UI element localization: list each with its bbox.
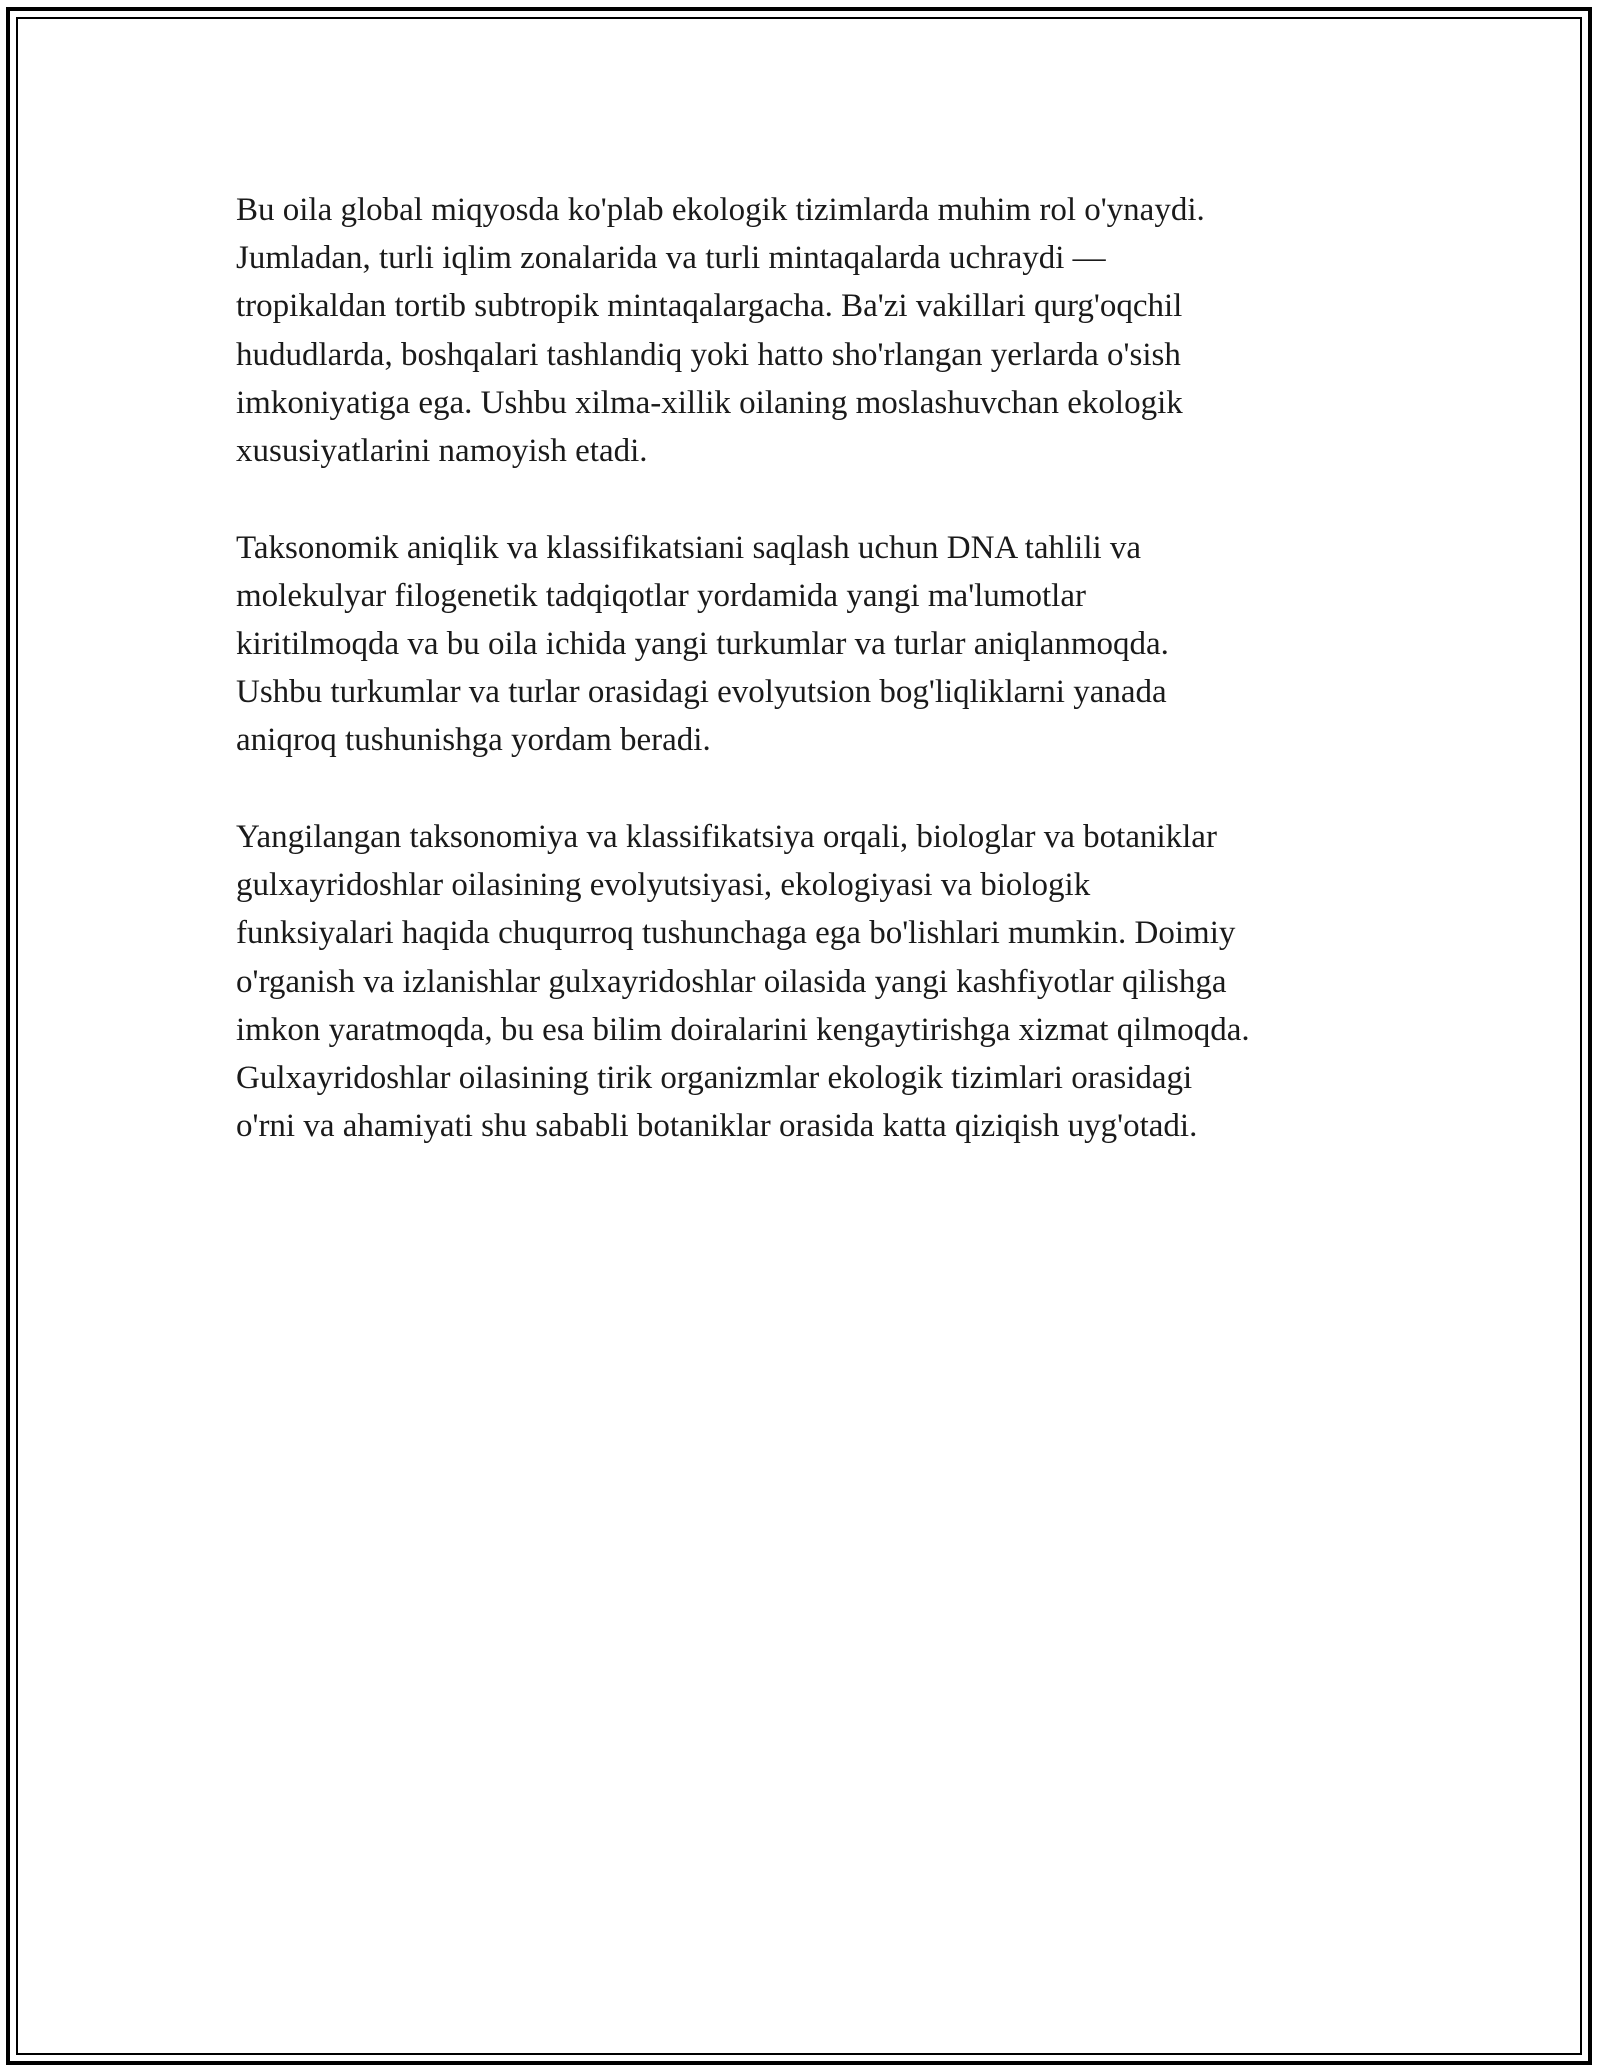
paragraph-line: molekulyar filogenetik tadqiqotlar yordamida yangi ma'lumotlar — [236, 577, 1086, 614]
paragraph-line: Ushbu turkumlar va turlar orasidagi evolyutsion bog'liqliklarni yanada — [236, 674, 1167, 711]
paragraph-line: hududlarda, boshqalari tashlandiq yoki hatto sho'rlangan yerlarda o'sish — [236, 336, 1181, 373]
paragraph-classification — [236, 813, 1376, 1150]
document-body — [236, 186, 1376, 1199]
paragraph-line: Gulxayridoshlar oilasining tirik organizmlar ekologik tizimlari orasidagi — [236, 1060, 1193, 1097]
paragraph-line: o'rganish va izlanishlar gulxayridoshlar oilasida yangi kashfiyotlar qilishga — [236, 963, 1227, 1000]
paragraph-taxonomy — [236, 524, 1376, 765]
paragraph-line: funksiyalari haqida chuqurroq tushunchaga ega bo'lishlari mumkin. Doimiy — [236, 915, 1236, 952]
paragraph-line: Taksonomik aniqlik va klassifikatsiani saqlash uchun DNA tahlili va — [236, 529, 1142, 566]
paragraph-line: Jumladan, turli iqlim zonalarida va turli mintaqalarda uchraydi — — [236, 240, 1106, 277]
paragraph-line: imkon yaratmoqda, bu esa bilim doiralarini kengaytirishga xizmat qilmoqda. — [236, 1011, 1250, 1048]
paragraph-line: gulxayridoshlar oilasining evolyutsiyasi, ekologiyasi va biologik — [236, 867, 1091, 904]
paragraph-line: kiritilmoqda va bu oila ichida yangi turkumlar va turlar aniqlanmoqda. — [236, 626, 1169, 663]
paragraph-line: Yangilangan taksonomiya va klassifikatsiya orqali, biologlar va botaniklar — [236, 819, 1217, 856]
paragraph-line: o'rni va ahamiyati shu sababli botaniklar orasida katta qiziqish uyg'otadi. — [236, 1108, 1198, 1145]
paragraph-line: tropikaldan tortib subtropik mintaqalargacha. Ba'zi vakillari qurg'oqchil — [236, 288, 1183, 325]
paragraph-line: Bu oila global miqyosda ko'plab ekologik tizimlarda muhim rol o'ynaydi. — [236, 192, 1205, 228]
paragraph-line: xususiyatlarini namoyish etadi. — [236, 433, 648, 470]
paragraph-ecology — [236, 186, 1376, 475]
paragraph-line: imkoniyatiga ega. Ushbu xilma-xillik oilaning moslashuvchan ekologik — [236, 384, 1183, 421]
paragraph-line: aniqroq tushunishga yordam beradi. — [236, 722, 711, 759]
